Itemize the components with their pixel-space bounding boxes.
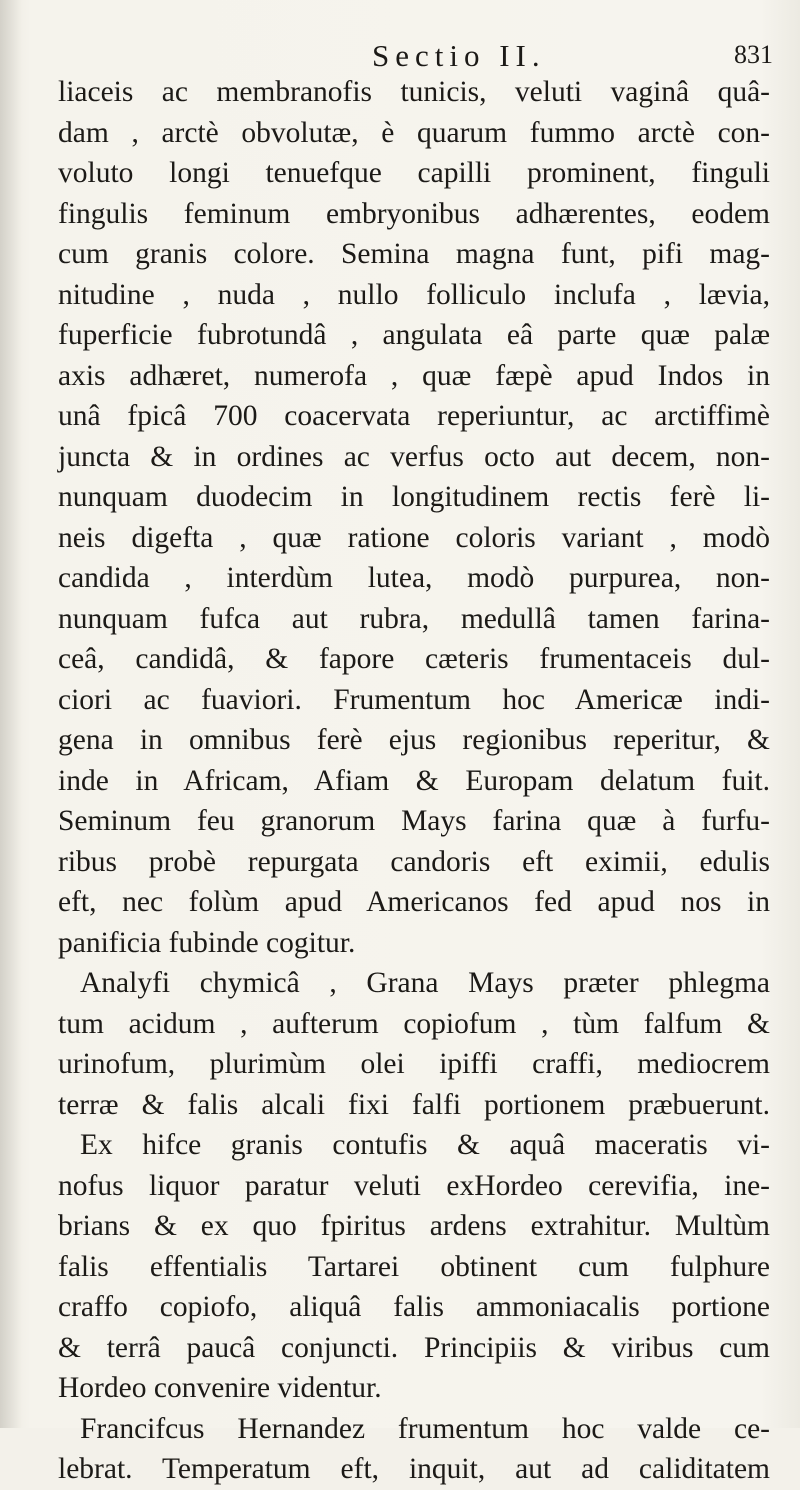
text-line: nofus liquor paratur veluti exHordeo cerevifia, ine-: [58, 1169, 770, 1202]
text-line: tum acidum , aufterum copiofum , tùm falfum &: [58, 1007, 770, 1040]
text-line: nunquam duodecim in longitudinem rectis ferè li-: [58, 481, 770, 513]
text-line: fingulis feminum embryonibus adhærentes, eodem: [58, 197, 770, 230]
text-line: inde in Africam, Afiam & Europam delatum fuit.: [58, 764, 770, 797]
text-line: ribus probè repurgata candoris eft eximii, edulis: [58, 845, 770, 878]
text-line: panificia fubinde cogitur.: [58, 926, 356, 959]
text-line: craffo copiofo, aliquâ falis ammoniacalis portione: [58, 1291, 770, 1323]
text-line: neis digefta , quæ ratione coloris variant , modò: [58, 521, 770, 554]
text-line: cum granis colore. Semina magna funt, pifi mag-: [58, 238, 770, 270]
text-line: Ex hifce granis contufis & aquâ maceratis vi-: [80, 1129, 770, 1161]
page-number: 831: [734, 40, 773, 69]
text-line: voluto longi tenuefque capilli prominent, finguli: [58, 157, 770, 189]
text-line: liaceis ac membranofis tunicis, veluti vaginâ quâ-: [58, 76, 770, 108]
text-line: urinofum, plurimùm olei ipiffi craffi, mediocrem: [58, 1048, 770, 1080]
text-line: Seminum feu granorum Mays farina quæ à furfu-: [58, 805, 770, 837]
text-line: eft, nec folùm apud Americanos fed apud nos in: [58, 886, 770, 918]
text-line: candida , interdùm lutea, modò purpurea, non-: [58, 562, 770, 594]
text-line: Analyfi chymicâ , Grana Mays præter phlegma: [80, 967, 770, 999]
text-line: Hordeo convenire videntur.: [58, 1372, 382, 1404]
text-line: gena in omnibus ferè ejus regionibus reperitur, &: [58, 724, 770, 756]
text-line: ceâ, candidâ, & fapore cæteris frumentaceis dul-: [58, 643, 770, 675]
text-line: nunquam fufca aut rubra, medullâ tamen farina-: [58, 602, 770, 635]
body-text: [58, 72, 770, 1490]
gutter-shadow: [0, 0, 22, 1428]
text-line: dam , arctè obvolutæ, è quarum fummo arctè con-: [58, 116, 770, 149]
text-line: unâ fpicâ 700 coacervata reperiuntur, ac arctiffimè: [58, 400, 770, 432]
text-line: & terrâ paucâ conjuncti. Principiis & viribus cum: [58, 1331, 770, 1364]
text-line: terræ & falis alcali fixi falfi portionem præbuerunt.: [58, 1088, 770, 1121]
text-line: Francifcus Hernandez frumentum hoc valde ce-: [80, 1412, 770, 1445]
text-line: lebrat. Temperatum eft, inquit, aut ad caliditatem: [58, 1453, 770, 1485]
text-line: juncta & in ordines ac verfus octo aut decem, non-: [58, 440, 770, 473]
text-line: ciori ac fuaviori. Frumentum hoc Americæ indi-: [58, 683, 770, 716]
text-line: falis effentialis Tartarei obtinent cum fulphure: [58, 1250, 770, 1283]
text-line: brians & ex quo fpiritus ardens extrahitur. Multùm: [58, 1210, 770, 1242]
section-title: Sectio II.: [372, 38, 546, 73]
text-line: nitudine , nuda , nullo folliculo inclufa , lævia,: [58, 278, 770, 311]
text-line: axis adhæret, numerofa , quæ fæpè apud Indos in: [58, 359, 770, 392]
text-line: fuperficie fubrotundâ , angulata eâ parte quæ palæ: [58, 319, 770, 351]
